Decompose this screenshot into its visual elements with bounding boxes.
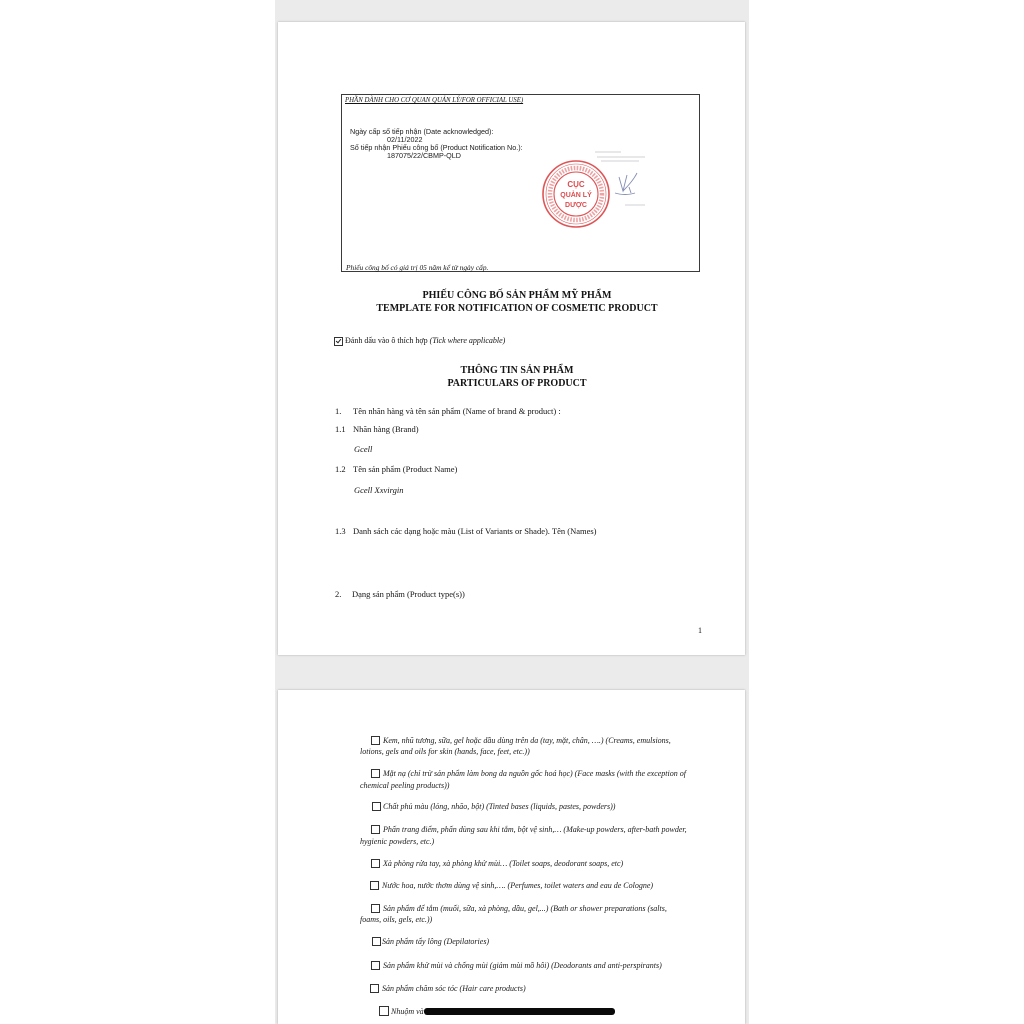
product-type-line: Mặt nạ (chỉ trừ sản phẩm làm bong da nguồn gốc hoá học) (Face masks (with the exception of	[383, 769, 686, 778]
product-type-checkbox	[371, 859, 380, 868]
product-type-line: Sản phẩm tẩy lông (Depilatories)	[382, 937, 490, 946]
product-type-checkbox	[371, 736, 380, 745]
tick-note-vi: Đánh dấu vào ô thích hợp	[345, 336, 428, 345]
field-number: 1.3	[335, 526, 346, 536]
document-viewer[interactable]	[275, 0, 749, 1024]
notification-number-label: Số tiếp nhận Phiếu công bố (Product Notification No.):	[350, 143, 523, 152]
field-brand-value: Gcell	[354, 444, 373, 454]
field-number: 2.	[335, 589, 342, 599]
page-number: 1	[698, 626, 702, 635]
field-product-type-label: Dạng sản phẩm (Product type(s))	[352, 589, 465, 599]
signature-mark	[593, 149, 649, 215]
product-type-checkbox	[371, 825, 380, 834]
field-product-name-value: Gcell Xxvirgin	[354, 485, 404, 495]
product-type-line: Sản phẩm để tắm (muối, sữa, xà phòng, dầu, gel,...) (Bath or shower preparations (salts,	[383, 904, 667, 913]
tick-note	[345, 336, 505, 346]
product-type-line: Kem, nhũ tương, sữa, gel hoặc dầu dùng trên da (tay, mặt, chân, ….) (Creams, emulsions,	[383, 736, 671, 745]
product-type-line: hygienic powders, etc.)	[360, 837, 435, 846]
field-variants-label: Danh sách các dạng hoặc màu (List of Variants or Shade). Tên (Names)	[353, 526, 597, 536]
product-type-line: chemical peeling products))	[360, 781, 450, 790]
field-brand-and-product-label: Tên nhãn hàng và tên sản phẩm (Name of brand & product) :	[353, 406, 561, 416]
product-type-line: foams, oils, gels, etc.))	[360, 915, 433, 924]
field-number: 1.	[335, 406, 342, 416]
product-type-checkbox	[371, 961, 380, 970]
tick-note-en: (Tick where applicable)	[429, 336, 506, 345]
official-box-header: PHẦN DÀNH CHO CƠ QUAN QUẢN LÝ/FOR OFFICIAL USE)	[345, 97, 524, 104]
field-number: 1.1	[335, 424, 346, 434]
field-number: 1.2	[335, 464, 346, 474]
product-type-checkbox	[370, 881, 379, 890]
date-acknowledged-label: Ngày cấp số tiếp nhận (Date acknowledged):	[350, 127, 494, 136]
product-type-line: Nhuộm và	[391, 1007, 424, 1016]
date-acknowledged-value: 02/11/2022	[387, 135, 423, 144]
stamp-line-2: QUẢN LÝ	[560, 192, 592, 199]
product-type-checkbox	[371, 904, 380, 913]
tick-note-checkbox	[334, 337, 343, 346]
field-brand-label: Nhãn hàng (Brand)	[353, 424, 419, 434]
product-type-line: Nước hoa, nước thơm dùng vệ sinh,…. (Perfumes, toilet waters and eau de Cologne)	[382, 881, 654, 890]
product-type-checkbox	[372, 802, 381, 811]
product-type-line: Sản phẩm khử mùi và chống mùi (giảm mùi mồ hôi) (Deodorants and anti-perspirants)	[383, 961, 662, 970]
document-title-en: TEMPLATE FOR NOTIFICATION OF COSMETIC PRODUCT	[376, 303, 658, 314]
section-title-vi: THÔNG TIN SẢN PHẨM	[460, 365, 574, 376]
product-type-line: Phấn trang điểm, phấn dùng sau khi tắm, bột vệ sinh,… (Make-up powders, after-bath powder,	[383, 825, 687, 834]
official-use-box	[341, 94, 700, 272]
validity-note: Phiếu công bố có giá trị 05 năm kể từ ngày cấp.	[346, 263, 489, 272]
document-title-vi: PHIẾU CÔNG BỐ SẢN PHẨM MỸ PHẨM	[422, 290, 612, 301]
product-type-checkbox	[370, 984, 379, 993]
product-type-checkbox	[372, 937, 381, 946]
document-page-2	[278, 690, 745, 1024]
product-type-line: Chất phủ màu (lỏng, nhão, bột) (Tinted bases (liquids, pastes, powders))	[383, 802, 616, 811]
product-type-checkbox	[371, 769, 380, 778]
product-type-line: lotions, gels and oils for skin (hands, face, feet, etc.))	[360, 747, 530, 756]
product-type-checkbox	[379, 1006, 389, 1016]
field-product-name-label: Tên sản phẩm (Product Name)	[353, 464, 458, 474]
section-title-en: PARTICULARS OF PRODUCT	[447, 378, 587, 389]
product-type-line: Xà phòng rửa tay, xà phòng khử mùi… (Toilet soaps, deodorant soaps, etc)	[383, 859, 624, 868]
stamp-line-3: DƯỢC	[565, 202, 587, 209]
document-page-1	[278, 22, 745, 655]
notification-number-value: 187075/22/CBMP-QLD	[387, 151, 461, 160]
stamp-line-1: CỤC	[567, 180, 585, 189]
redaction-bar	[424, 1008, 615, 1015]
product-type-line: Sản phẩm chăm sóc tóc (Hair care products)	[382, 984, 526, 993]
